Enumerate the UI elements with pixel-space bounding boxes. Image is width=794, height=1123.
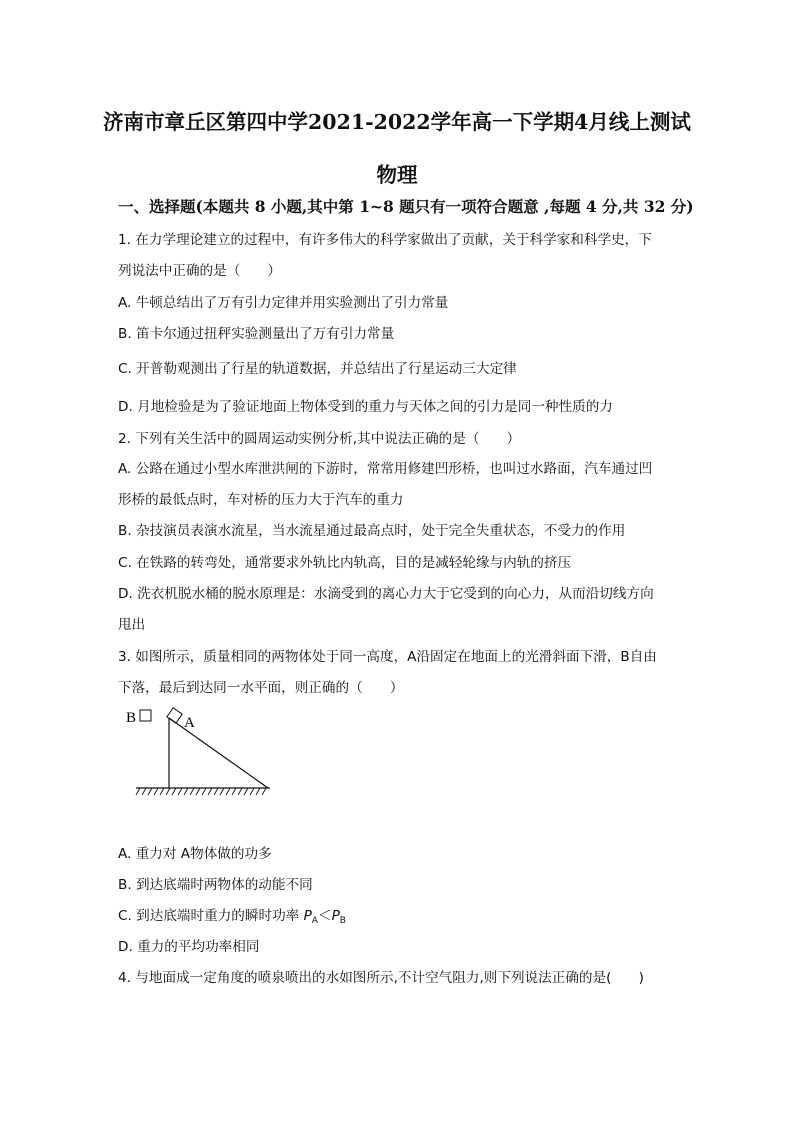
q2-stem: 2. 下列有关生活中的圆周运动实例分析,其中说法正确的是（ ） xyxy=(118,431,521,447)
figure-label-b: B xyxy=(126,710,137,726)
q2-option-a-line1: A. 公路在通过小型水库泄洪闸的下游时，常常用修建凹形桥，也叫过水路面，汽车通过凹 xyxy=(118,461,653,477)
power-subscript-b: B xyxy=(339,916,346,926)
q2-option-d-line2: 甩出 xyxy=(118,617,146,633)
q2-option-b: B. 杂技演员表演水流星，当水流星通过最高点时，处于完全失重状态，不受力的作用 xyxy=(118,523,626,539)
q3-stem-line2: 下落，最后到达同一水平面，则正确的（ ） xyxy=(118,680,404,696)
ground-hatching xyxy=(136,788,266,795)
power-subscript-a: A xyxy=(311,916,318,926)
exam-subject: 物理 xyxy=(376,163,418,187)
q1-option-b: B. 笛卡尔通过扭秤实验测量出了万有引力常量 xyxy=(118,326,395,342)
q1-option-c: C. 开普勒观测出了行星的轨道数据，并总结出了行星运动三大定律 xyxy=(118,361,517,377)
q3-option-b: B. 到达底端时两物体的动能不同 xyxy=(118,877,313,893)
figure-label-a: A xyxy=(184,715,195,731)
less-than-symbol: ＜ xyxy=(317,908,332,924)
power-symbol-b: P xyxy=(331,908,340,924)
q2-option-d-line1: D. 洗衣机脱水桶的脱水原理是：水滴受到的离心力大于它受到的向心力，从而沿切线方向 xyxy=(118,586,654,602)
q2-option-c: C. 在铁路的转弯处，通常要求外轨比内轨高，目的是减轻轮缘与内轨的挤压 xyxy=(118,555,572,571)
q3-option-a: A. 重力对 A物体做的功多 xyxy=(118,846,272,862)
q4-stem: 4. 与地面成一定角度的喷泉喷出的水如图所示,不计空气阻力,则下列说法正确的是( ) xyxy=(118,970,644,986)
q3-option-d: D. 重力的平均功率相同 xyxy=(118,939,260,955)
exam-title: 济南市章丘区第四中学2021-2022学年高一下学期4月线上测试 xyxy=(103,110,691,134)
q1-option-d: D. 月地检验是为了验证地面上物体受到的重力与天体之间的引力是同一种性质的力 xyxy=(118,399,613,415)
q1-stem-line2: 列说法中正确的是（ ） xyxy=(118,263,282,279)
q2-option-a-line2: 形桥的最低点时，车对桥的压力大于汽车的重力 xyxy=(118,492,404,508)
q3-option-c xyxy=(118,904,346,926)
section-heading: 一、选择题(本题共 8 小题,其中第 1~8 题只有一项符合题意 ,每题 4 分,共 32 分) xyxy=(118,197,694,216)
q1-option-a: A. 牛顿总结出了万有引力定律并用实验测出了引力常量 xyxy=(118,295,449,311)
object-b-box xyxy=(140,710,151,721)
incline-figure xyxy=(118,700,288,810)
q3-option-c-text: C. 到达底端时重力的瞬时功率 xyxy=(118,908,304,924)
q1-stem-line1: 1. 在力学理论建立的过程中，有许多伟大的科学家做出了贡献，关于科学家和科学史，下 xyxy=(118,232,652,248)
power-symbol-a: P xyxy=(303,908,312,924)
q3-stem-line1: 3. 如图所示，质量相同的两物体处于同一高度，A沿固定在地面上的光滑斜面下滑，B自由 xyxy=(118,649,657,665)
